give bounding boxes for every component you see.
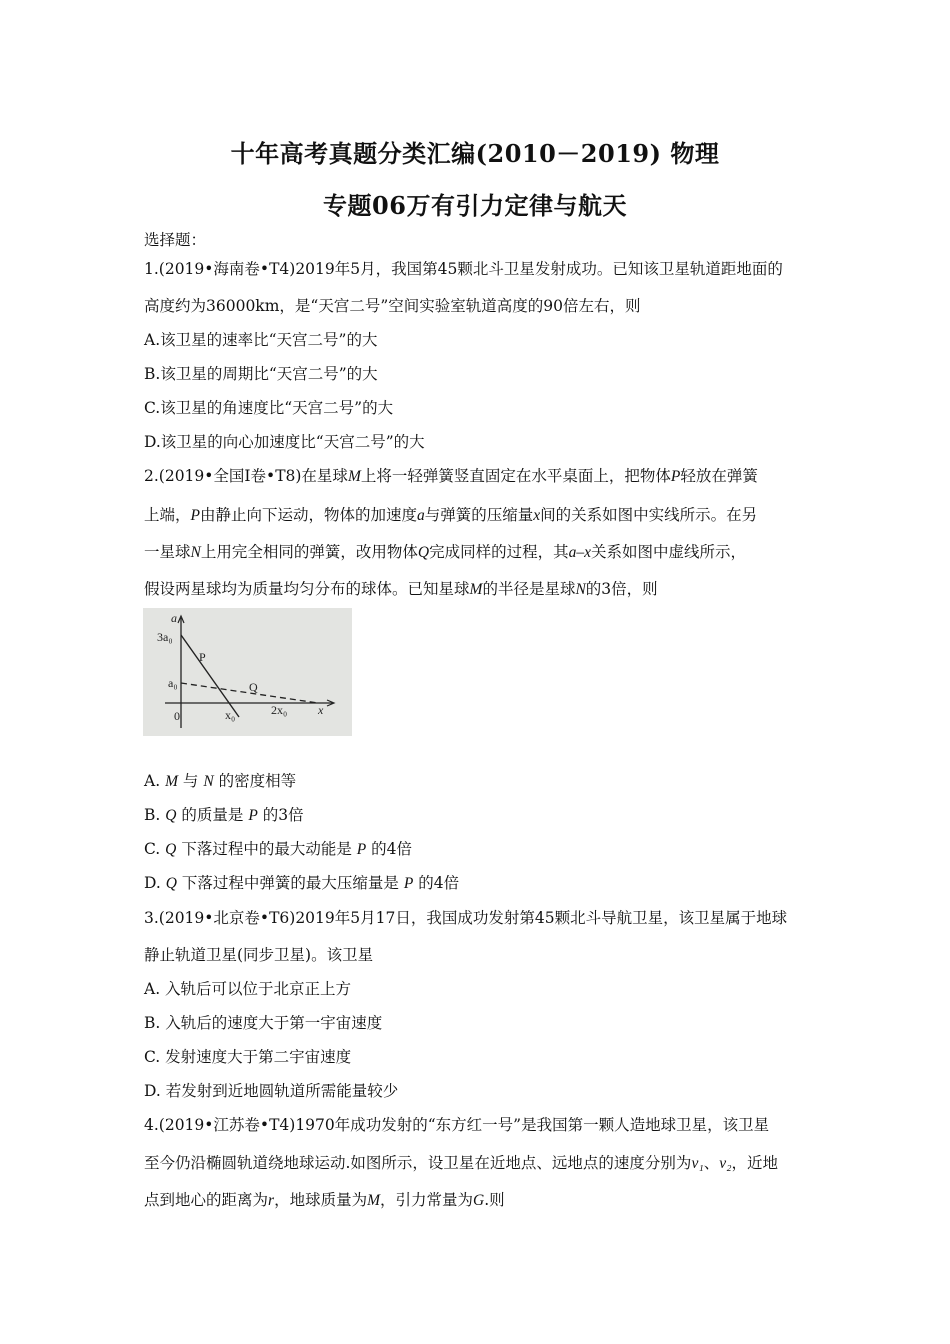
axis-x-label: x xyxy=(318,703,324,717)
q3-stem-line2: 静止轨道卫星(同步卫星)。该卫星 xyxy=(144,946,374,964)
acceleration-compression-figure xyxy=(143,608,352,736)
page-title: 十年高考真题分类汇编(2010－2019) 物理 xyxy=(230,139,720,168)
q3-option-d: D. 若发射到近地圆轨道所需能量较少 xyxy=(144,1082,399,1100)
tick-a0-label: a₀ xyxy=(168,676,178,690)
q1-stem-line2: 高度约为36000km，是“天宫二号”空间实验室轨道高度的90倍左右，则 xyxy=(144,297,641,315)
q2-option-d: D. Q 下落过程中弹簧的最大压缩量是 P 的4倍 xyxy=(144,874,460,892)
q2-stem-line4: 假设两星球均为质量均匀分布的球体。已知星球M的半径是星球N的3倍，则 xyxy=(144,580,658,598)
q1-option-d: D.该卫星的向心加速度比“天宫二号”的大 xyxy=(144,433,425,451)
q1-option-a: A.该卫星的速率比“天宫二号”的大 xyxy=(144,331,378,349)
curve-p-label: P xyxy=(199,650,206,664)
q2-option-c: C. Q 下落过程中的最大动能是 P 的4倍 xyxy=(144,840,413,858)
page-subtitle: 专题06万有引力定律与航天 xyxy=(323,191,627,220)
origin-label: 0 xyxy=(174,709,180,723)
axis-a-label: a xyxy=(171,611,177,625)
q2-option-a: A. M 与 N 的密度相等 xyxy=(144,772,297,790)
p-solid-line xyxy=(181,635,239,717)
section-label: 选择题： xyxy=(144,231,207,249)
tick-2x0-label: 2x₀ xyxy=(271,703,288,717)
q4-stem-line3: 点到地心的距离为r，地球质量为M，引力常量为G.则 xyxy=(144,1191,505,1209)
q2-stem-line2: 上端，P由静止向下运动，物体的加速度a与弹簧的压缩量x间的关系如图中实线所示。在另 xyxy=(144,506,758,524)
tick-x0-label: x₀ xyxy=(225,708,236,722)
q2-option-b: B. Q 的质量是 P 的3倍 xyxy=(144,806,304,824)
q3-stem-line1: 3.(2019•北京卷•T6)2019年5月17日，我国成功发射第45颗北斗导航卫星，该卫星属于地球 xyxy=(144,909,788,927)
q2-stem-line1: 2.(2019•全国Ⅰ卷•T8)在星球M上将一轻弹簧竖直固定在水平桌面上，把物体P轻放在弹簧 xyxy=(144,467,758,485)
q2-stem-line3: 一星球N上用完全相同的弹簧，改用物体Q完成同样的过程，其a–x关系如图中虚线所示， xyxy=(144,543,746,561)
q1-stem-line1: 1.(2019•海南卷•T4)2019年5月，我国第45颗北斗卫星发射成功。已知该卫星轨道距地面的 xyxy=(144,260,783,278)
q1-option-c: C.该卫星的角速度比“天宫二号”的大 xyxy=(144,399,394,417)
curve-q-label: Q xyxy=(249,680,258,694)
q3-option-b: B. 入轨后的速度大于第一宇宙速度 xyxy=(144,1014,383,1032)
q4-stem-line1: 4.(2019•江苏卷•T4)1970年成功发射的“东方红一号”是我国第一颗人造地球卫星，该卫星 xyxy=(144,1116,770,1134)
tick-3a0-label: 3a₀ xyxy=(157,630,173,644)
q3-option-a: A. 入轨后可以位于北京正上方 xyxy=(144,980,352,998)
q1-option-b: B.该卫星的周期比“天宫二号”的大 xyxy=(144,365,378,383)
q4-stem-line2: 至今仍沿椭圆轨道绕地球运动.如图所示，设卫星在近地点、远地点的速度分别为v₁、v₂，近地 xyxy=(144,1154,779,1172)
q3-option-c: C. 发射速度大于第二宇宙速度 xyxy=(144,1048,352,1066)
